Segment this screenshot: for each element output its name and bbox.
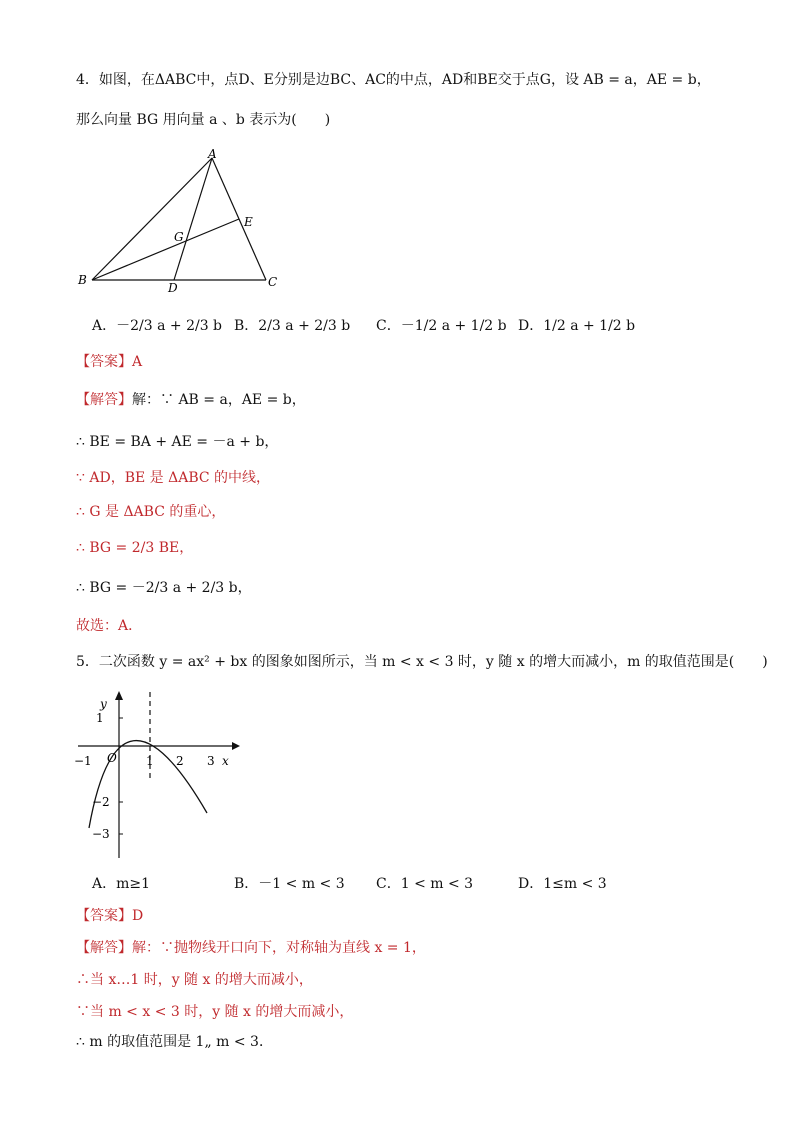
q4-solution-line-2: ∴ BE = BA + AE = －a + b， bbox=[76, 434, 279, 450]
label-A: A bbox=[208, 148, 217, 161]
label-C: C bbox=[268, 275, 278, 289]
q5-option-d: D．1≤m < 3 bbox=[518, 876, 607, 892]
q4-solution-line-1: 【解答】解：∵ AB = a，AE = b， bbox=[76, 392, 306, 408]
q5-solution-line-1: 【解答】解：∵抛物线开口向下，对称轴为直线 x = 1， bbox=[76, 940, 426, 956]
q5-answer: 【答案】D bbox=[76, 908, 144, 924]
q5-option-b: B．－1 < m < 3 bbox=[234, 876, 345, 892]
q5-solution-line-4: ∴ m 的取值范围是 1„ m < 3． bbox=[76, 1034, 273, 1050]
x-tick-1: 1 bbox=[146, 754, 154, 768]
label-D: D bbox=[168, 281, 178, 295]
q4-solution-line-6: ∴ BG = －2/3 a + 2/3 b， bbox=[76, 580, 252, 596]
x-tick-3: 3 bbox=[207, 754, 215, 768]
q5-stem: 5．二次函数 y = ax² + bx 的图象如图所示，当 m < x < 3 时，y 随 x 的增大而减小，m 的取值范围是( ) bbox=[76, 654, 768, 670]
q4-solution-line-3: ∵ AD，BE 是 ΔABC 的中线， bbox=[76, 470, 271, 486]
y-tick-1: 1 bbox=[96, 711, 104, 725]
q4-answer: 【答案】A bbox=[76, 354, 143, 370]
x-axis-label: x bbox=[222, 754, 229, 768]
q4-solution-line-5: ∴ BG = 2/3 BE， bbox=[76, 540, 194, 556]
x-tick-neg1: −1 bbox=[74, 754, 92, 768]
q5-option-c: C．1 < m < 3 bbox=[376, 876, 474, 892]
q4-solution-line-4: ∴ G 是 ΔABC 的重心， bbox=[76, 504, 226, 520]
q4-option-a: A．－2/3 a + 2/3 b bbox=[92, 318, 223, 334]
y-axis-label: y bbox=[100, 697, 107, 711]
q5-option-a: A．m≥1 bbox=[92, 876, 151, 892]
x-tick-2: 2 bbox=[176, 754, 184, 768]
label-E: E bbox=[244, 215, 253, 229]
y-tick-neg3: −3 bbox=[92, 827, 110, 841]
q4-option-c: C．－1/2 a + 1/2 b bbox=[376, 318, 507, 334]
q4-option-b: B．2/3 a + 2/3 b bbox=[234, 318, 351, 334]
q4-stem-line1: 4．如图，在ΔABC中，点D、E分别是边BC、AC的中点，AD和BE交于点G，设 AB = a，AE = b， bbox=[76, 72, 711, 88]
origin-label: O bbox=[107, 751, 117, 765]
q4-solution-line-7: 故选：A． bbox=[76, 618, 143, 634]
triangle-figure bbox=[70, 148, 290, 298]
label-B: B bbox=[78, 273, 87, 287]
parabola-graph bbox=[70, 688, 250, 863]
q5-solution-line-3: ∵当 m < x < 3 时，y 随 x 的增大而减小， bbox=[76, 1004, 354, 1020]
label-G: G bbox=[174, 230, 184, 244]
y-tick-neg2: −2 bbox=[92, 795, 110, 809]
q4-stem-line2: 那么向量 BG 用向量 a 、b 表示为( ) bbox=[76, 112, 331, 128]
q4-option-d: D．1/2 a + 1/2 b bbox=[518, 318, 636, 334]
q5-solution-line-2: ∴当 x…1 时，y 随 x 的增大而减小， bbox=[76, 972, 313, 988]
